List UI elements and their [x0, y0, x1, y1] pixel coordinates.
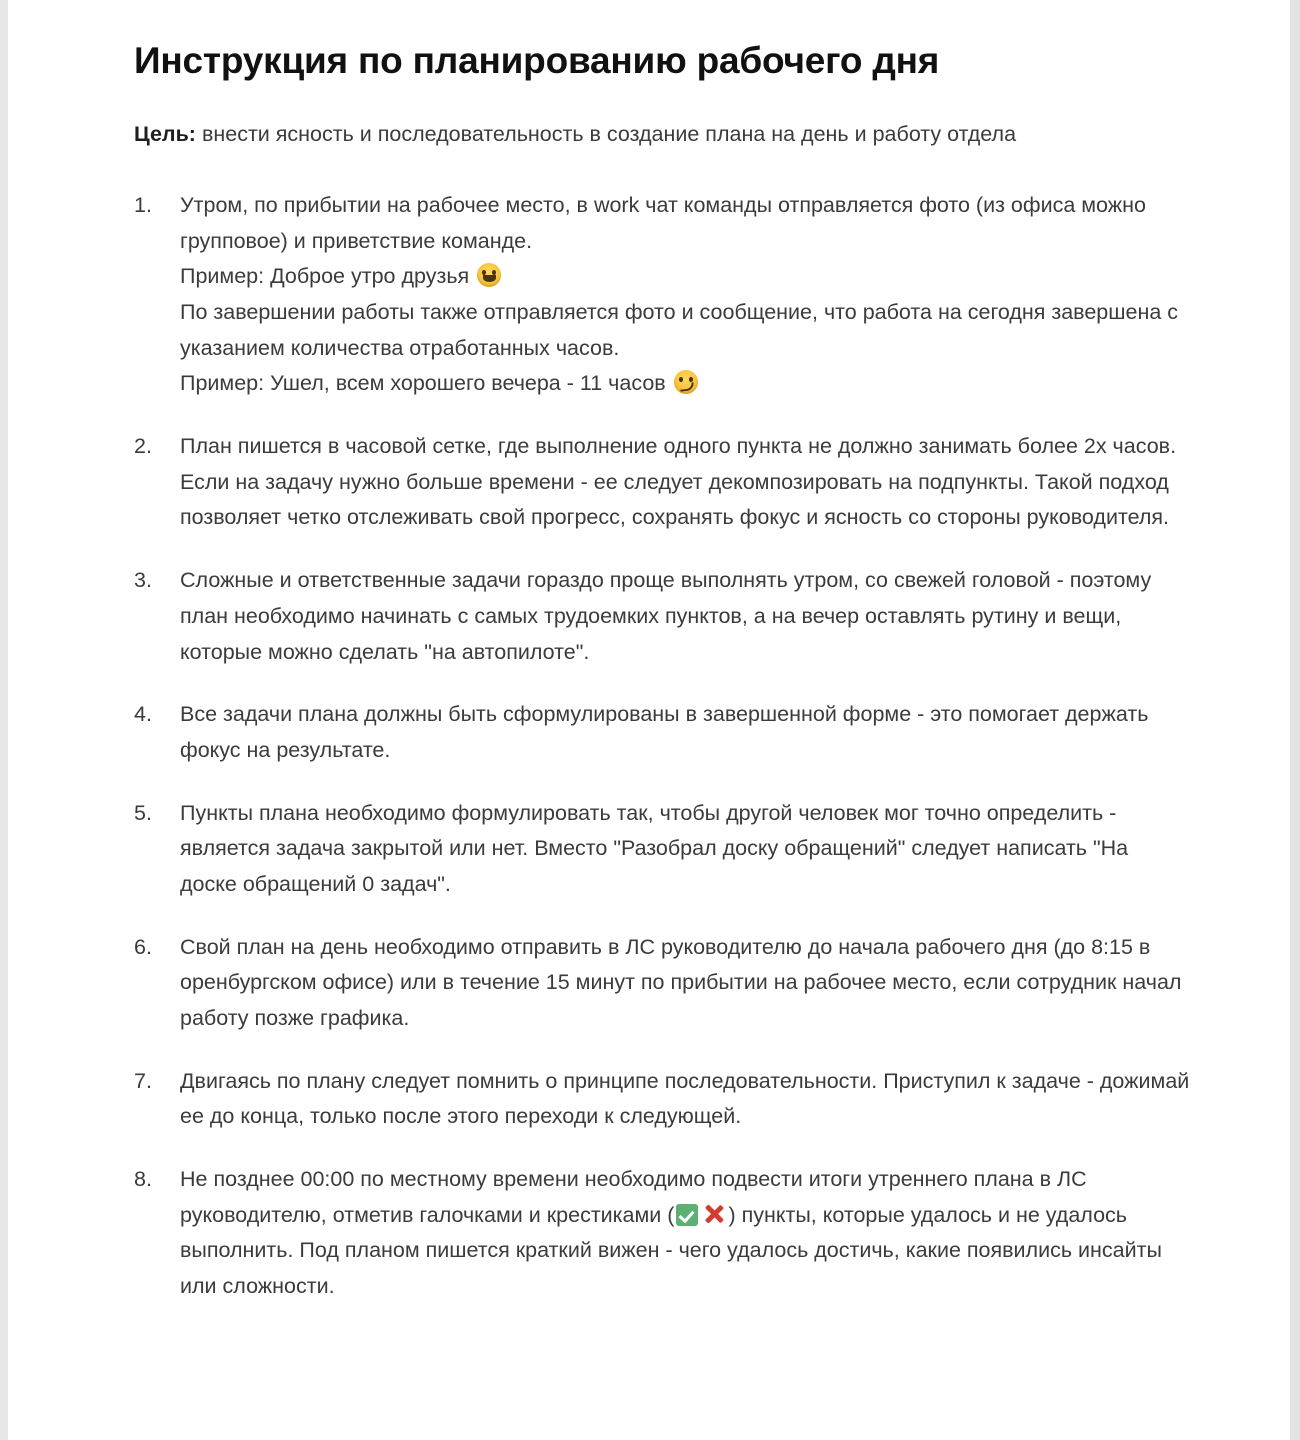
goal-paragraph	[134, 117, 1134, 152]
list-item-marker: 4.	[134, 702, 152, 727]
goal-label: Цель:	[134, 122, 196, 147]
list-item	[134, 563, 1190, 670]
list-item	[134, 1064, 1190, 1135]
goal-text: внести ясность и последовательность в создание плана на день и работу отдела	[195, 122, 1017, 147]
list-item-marker: 6.	[134, 934, 152, 959]
smirking-face-icon	[674, 370, 698, 394]
list-item-marker: 3.	[134, 568, 152, 593]
instruction-list	[134, 188, 1190, 1305]
list-item-text	[180, 259, 1190, 295]
list-item-text: По завершении работы также отправляется фото и сообщение, что работа на сегодня завершена с указанием количества отработанных часов.	[180, 300, 1179, 360]
list-item-marker: 8.	[134, 1167, 152, 1192]
list-item-text-part: ) пункты, которые удалось и не удалось выполнить. Под планом пишется краткий вижен - чего удалось достичь, какие появились инсайты или сложности.	[180, 1202, 1162, 1299]
list-item	[134, 1162, 1190, 1305]
white-heavy-check-mark-icon	[676, 1204, 698, 1226]
slightly-smiling-face-icon	[477, 263, 501, 287]
list-item-text: Свой план на день необходимо отправить в ЛС руководителю до начала рабочего дня (до 8:15 в оренбургском офисе) или в течение 15 минут по прибытии на рабочее место, если сотрудник начал работу позже графика.	[180, 934, 1182, 1031]
list-item	[134, 796, 1190, 903]
list-item-marker: 1.	[134, 192, 152, 217]
list-item-text-part: Пример: Доброе утро друзья	[180, 264, 476, 289]
list-item-text: План пишется в часовой сетке, где выполнение одного пункта не должно занимать более 2х часов. Если на задачу нужно больше времени - ее следует декомпозировать на подпункты. Такой подход позволяет четко отслеживать свой прогресс, сохранять фокус и ясность со стороны руководителя.	[180, 434, 1177, 530]
list-item-text: Сложные и ответственные задачи гораздо проще выполнять утром, со свежей головой - поэтому план необходимо начинать с самых трудоемких пунктов, а на вечер оставлять рутину и вещи, которые можно сделать "на автопилоте".	[180, 568, 1152, 664]
list-item	[134, 429, 1190, 536]
list-item-text: Двигаясь по плану следует помнить о принципе последовательности. Приступил к задаче - дожимай ее до конца, только после этого переходи к следующей.	[180, 1068, 1190, 1129]
page-title: Инструкция по планированию рабочего дня	[134, 40, 940, 81]
list-item	[134, 930, 1190, 1037]
list-item-text: Все задачи плана должны быть сформулированы в завершенной форме - это помогает держать фокус на результате.	[180, 702, 1149, 762]
list-item	[134, 188, 1190, 402]
list-item	[134, 697, 1190, 768]
list-item-text: Пункты плана необходимо формулировать так, чтобы другой человек мог точно определить - является задача закрытой или нет. Вместо "Разобрал доску обращений" следует написать "На доске обращений 0 задач".	[180, 800, 1129, 896]
list-item-text-part: Пример: Ушел, всем хорошего вечера - 11 часов	[180, 371, 672, 396]
list-item-text: Утром, по прибытии на рабочее место, в work чат команды отправляется фото (из офиса можно групповое) и приветствие команде.	[180, 192, 1146, 253]
list-item-marker: 5.	[134, 800, 152, 825]
list-item-marker: 7.	[134, 1068, 152, 1093]
list-item-text	[180, 366, 1190, 402]
cross-mark-icon	[702, 1202, 726, 1226]
list-item-marker: 2.	[134, 434, 152, 459]
list-item-text-part: Не позднее 00:00 по местному времени необходимо подвести итоги утреннего плана в ЛС руководителю, отметив галочками и крестиками (	[180, 1167, 1087, 1227]
